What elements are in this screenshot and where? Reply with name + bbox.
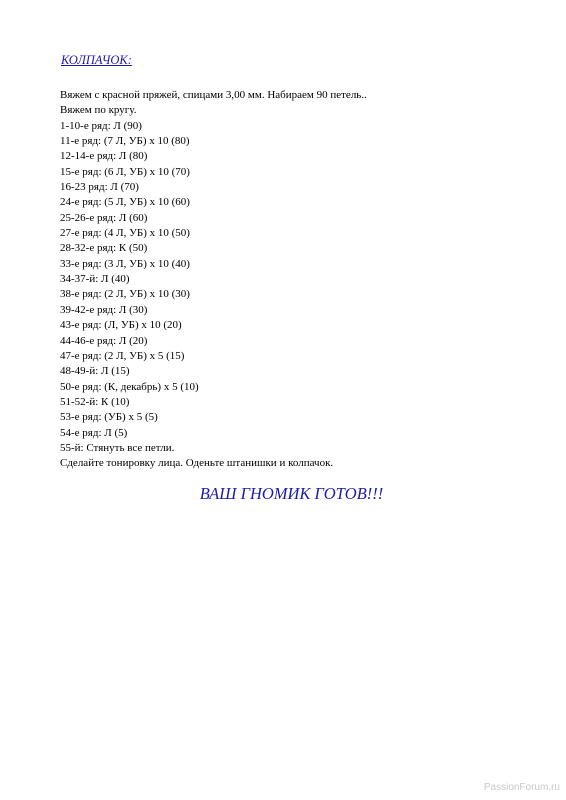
instruction-line: 54-е ряд: Л (5) xyxy=(60,426,128,439)
instruction-line: 48-49-й: Л (15) xyxy=(60,365,130,378)
site-watermark: PassionForum.ru xyxy=(483,782,560,793)
instruction-line: 53-е ряд: (УБ) х 5 (5) xyxy=(60,411,158,424)
instruction-line: 44-46-е ряд: Л (20) xyxy=(60,334,148,347)
instruction-line: Сделайте тонировку лица. Оденьте штанишки и колпачок. xyxy=(60,457,334,470)
instruction-line: 11-е ряд: (7 Л, УБ) х 10 (80) xyxy=(60,135,190,148)
instruction-line: 43-е ряд: (Л, УБ) х 10 (20) xyxy=(60,319,182,332)
instruction-line: 27-е ряд: (4 Л, УБ) х 10 (50) xyxy=(60,227,190,240)
instruction-line: 28-32-е ряд: К (50) xyxy=(60,242,148,255)
instruction-list xyxy=(60,88,540,472)
instruction-line: 16-23 ряд: Л (70) xyxy=(60,181,139,194)
closing-message: ВАШ ГНОМИК ГОТОВ!!! xyxy=(199,484,384,503)
instruction-line: Вяжем по кругу. xyxy=(60,104,137,117)
instruction-line: 15-е ряд: (6 Л, УБ) х 10 (70) xyxy=(60,165,190,178)
instruction-line: 39-42-е ряд: Л (30) xyxy=(60,303,148,316)
instruction-line: 25-26-е ряд: Л (60) xyxy=(60,211,148,224)
instruction-line: 55-й: Стянуть все петли. xyxy=(60,441,175,454)
instruction-line: 38-е ряд: (2 Л, УБ) х 10 (30) xyxy=(60,288,190,301)
instruction-line: 34-37-й: Л (40) xyxy=(60,273,130,286)
instruction-line: 47-е ряд: (2 Л, УБ) х 5 (15) xyxy=(60,349,185,362)
instruction-line: 12-14-е ряд: Л (80) xyxy=(60,150,148,163)
instruction-line: 33-е ряд: (3 Л, УБ) х 10 (40) xyxy=(60,257,190,270)
instruction-line: 24-е ряд: (5 Л, УБ) х 10 (60) xyxy=(60,196,190,209)
instruction-line: 51-52-й: К (10) xyxy=(60,395,130,408)
section-heading: КОЛПАЧОК: xyxy=(61,53,132,67)
instruction-line: 50-е ряд: (К, декабрь) х 5 (10) xyxy=(60,380,199,393)
instruction-line: 1-10-е ряд: Л (90) xyxy=(60,119,142,132)
instruction-line: Вяжем с красной пряжей, спицами 3,00 мм. Набираем 90 петель.. xyxy=(60,89,367,101)
